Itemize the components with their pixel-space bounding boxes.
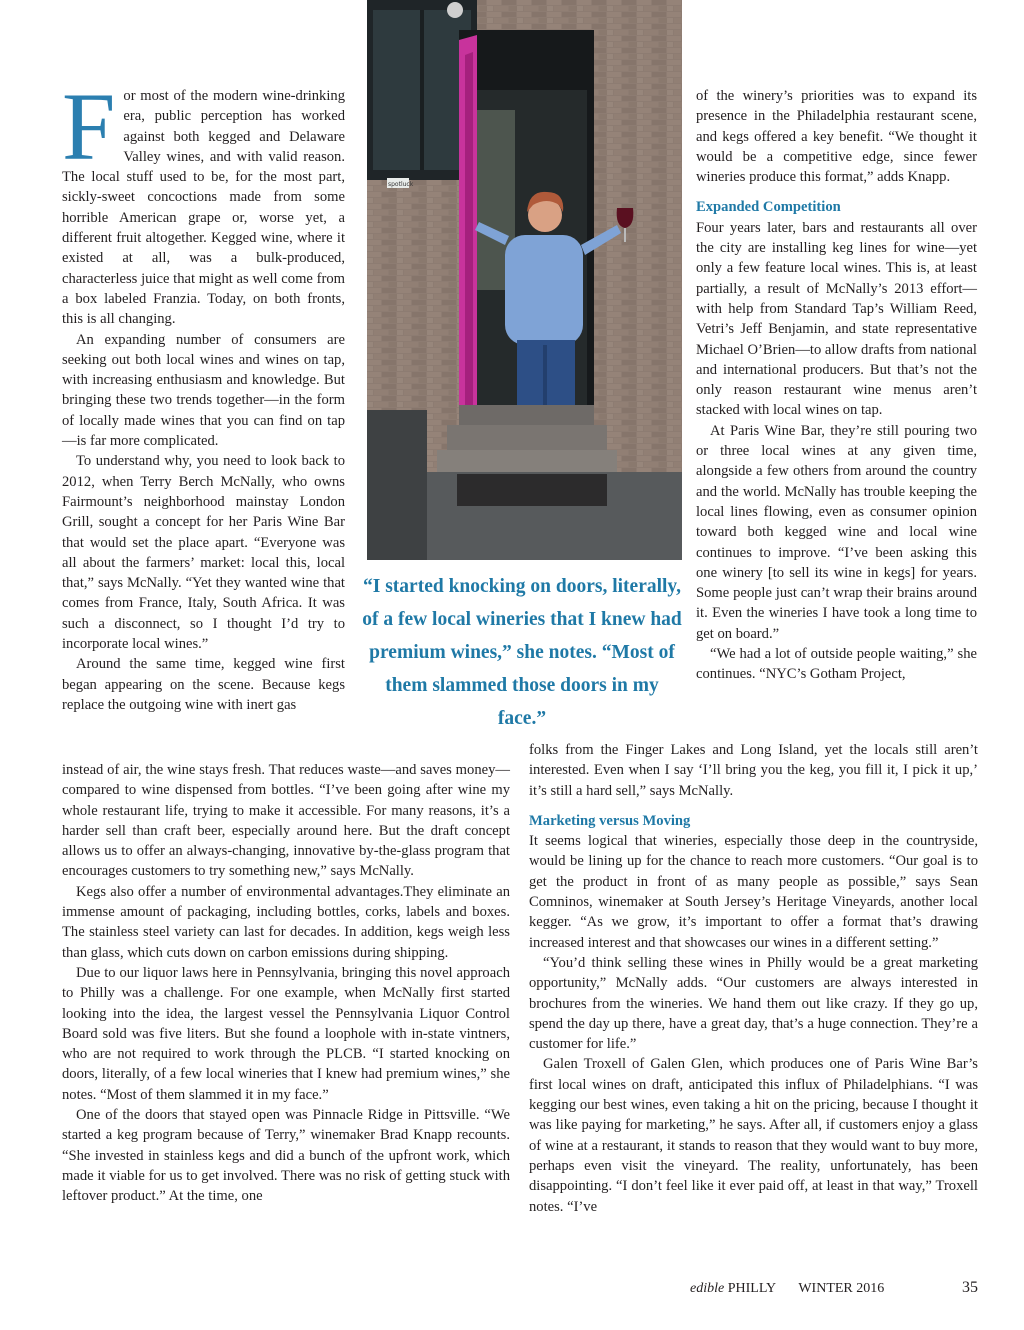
bottom-right-column	[529, 740, 978, 1217]
woman-in-doorway-image	[367, 0, 682, 560]
page-footer	[690, 1281, 980, 1303]
footer-issue: WINTER 2016	[798, 1281, 885, 1296]
paragraph: Around the same time, kegged wine first began appearing on the scene. Because kegs replace the outgoing wine with inert gas	[62, 656, 345, 713]
right-column	[696, 86, 977, 685]
bottom-left-column	[62, 760, 510, 1207]
footer-city: PHILLY	[727, 1281, 776, 1296]
section-heading: Expanded Competition	[696, 199, 841, 216]
paragraph: instead of air, the wine stays fresh. That reduces waste—and saves money—compared to wine dispensed from bottles. “I’ve been going after wine my whole restaurant life, trying to make it accessible. For many reasons, it’s a harder sell than craft beer, especially around here. But the draft concept allows us to offer an always-changing, innovative by-the-glass program that encourages customers to try something new,” says McNally.	[62, 762, 510, 880]
section-heading: Marketing versus Moving	[529, 812, 691, 829]
page-number: 35	[962, 1279, 978, 1296]
paragraph: Four years later, bars and restaurants all over the city are installing keg lines for wine—yet only a few feature local wines. This is, at least partially, a result of McNally’s 2013 effort—with help from Standard Tap’s William Reed, Vetri’s Jeff Benjamin, and state representative Michael O’Brien—to allow drafts from national and international producers. But that’s not the only reason restaurant wine menus aren’t stacked with local wines on tap.	[696, 219, 977, 419]
paragraph: folks from the Finger Lakes and Long Island, yet the locals still aren’t interested. Even when I say ‘I’ll bring you the keg, you fill it, I pick it up,’ it’s still a hard sell,” says McNally.	[529, 742, 978, 799]
pull-quote: “I started knocking on doors, literally, of a few local wineries that I knew had premium wines,” she notes. “Most of them slammed those doors in my face.”	[362, 576, 682, 729]
paragraph: Galen Troxell of Galen Glen, which produces one of Paris Wine Bar’s first local wines on draft, anticipated this influx of Philadelphians. “I was kegging our best wines, even taking a hit on the pricing, because I thought it was like paying for marketing,” he says. After all, if customers enjoy a glass of wine at a restaurant, it stands to reason that they would want to buy more, perhaps even visit the vineyard. The reality, unfortunately, has been disappointing. “I don’t feel like it ever paid off, at least in that way,” Troxell notes. “I’ve	[529, 1056, 978, 1215]
paragraph: of the winery’s priorities was to expand its presence in the Philadelphia restaurant scene, and kegs offered a key benefit. “We thought it would be a competitive edge, since fewer wineries produce this format,” adds Knapp.	[696, 88, 977, 186]
paragraph: “We had a lot of outside people waiting,” she continues. “NYC’s Gotham Project,	[696, 646, 977, 683]
left-column	[62, 73, 345, 715]
article-photo	[367, 0, 682, 560]
paragraph: “You’d think selling these wines in Philly would be a great marketing opportunity,” McNally adds. “Our customers are always interested in brochures from the wineries. We hand them out like crazy. If they go up, spend the day up there, have a great day, that’s a huge connection. They’re a customer for life.”	[529, 954, 978, 1053]
footer-brand: edible	[690, 1281, 725, 1296]
paragraph: It seems logical that wineries, especially those deep in the countryside, would be lining up for the chance to reach more customers. “Our goal is to get the product in front of as many people as possible,” says Sean Comninos, winemaker at South Jersey’s Heritage Vineyards, another local kegger. “As we grow, it’s important to offer a format that’s drawing increased interest and that showcases our wines in a different setting.”	[529, 833, 978, 951]
drop-cap: F	[62, 73, 116, 180]
paragraph: Due to our liquor laws here in Pennsylvania, bringing this novel approach to Philly was a challenge. For one example, when McNally first started looking into the idea, the largest vessel the Pennsylvania Liquor Control Board sold was five liters. But she found a loophole with in-state vintners, who are not required to work through the PLCB. “I started knocking on doors, literally, of a few local wineries that I knew had premium wines,” she notes. “Most of them slammed it in my face.”	[62, 964, 510, 1103]
sticker-text: spotluck	[388, 181, 414, 188]
paragraph: An expanding number of consumers are seeking out both local wines and wines on tap, with increasing enthusiasm and knowledge. But bringing these two trends together—in the form of locally made wines that you can find on tap—is far more complicated.	[62, 331, 345, 450]
paragraph: To understand why, you need to look back to 2012, when Terry Berch McNally, who owns Fairmount’s neighborhood mainstay London Grill, sought a concept for her Paris Wine Bar that would set the place apart. “Everyone was all about the farmers’ market: local this, local that,” says McNally. “Yet they wanted wine that comes from France, Italy, South Africa. It was such a disconnect, so I thought I’d try to incorporate local wines.”	[62, 453, 345, 653]
paragraph: For most of the modern wine-drinking era, public perception has worked against both kegged and Delaware Valley wines, and with valid reason. The local stuff used to be, for the most part, sickly-sweet concoctions made from some horrible American grape or, worse yet, a different fruit altogether. Kegged wine, where it existed at all, was a bulk-produced, characterless juice that might as well come from a box labeled Franzia. Today, on both fronts, this is all changing.	[62, 73, 345, 328]
paragraph: One of the doors that stayed open was Pinnacle Ridge in Pittsville. “We started a keg program because of Terry,” winemaker Brad Knapp recounts. “She invested in stainless kegs and did a bunch of the upfront work, which made it viable for us to get involved. There was no risk of getting stuck with leftover product.” At the time, one	[62, 1107, 510, 1205]
paragraph: Kegs also offer a number of environmental advantages.They eliminate an immense amount of packaging, including bottles, corks, labels and boxes. The stainless steel variety can last for decades. In addition, kegs weigh less than glass, which cuts down on carbon emissions during shipping.	[62, 883, 510, 961]
paragraph: At Paris Wine Bar, they’re still pouring two or three local wines at any given time, alongside a few others from around the country and the world. McNally has trouble keeping the local lines flowing, even as consumer opinion toward both kegged wine and local wine continues to improve. “I’ve been asking this one winery [to sell its wine in kegs] for years. Some people just can’t wrap their brains around it. Even the wineries I have took a long time to get on board.”	[696, 422, 977, 642]
